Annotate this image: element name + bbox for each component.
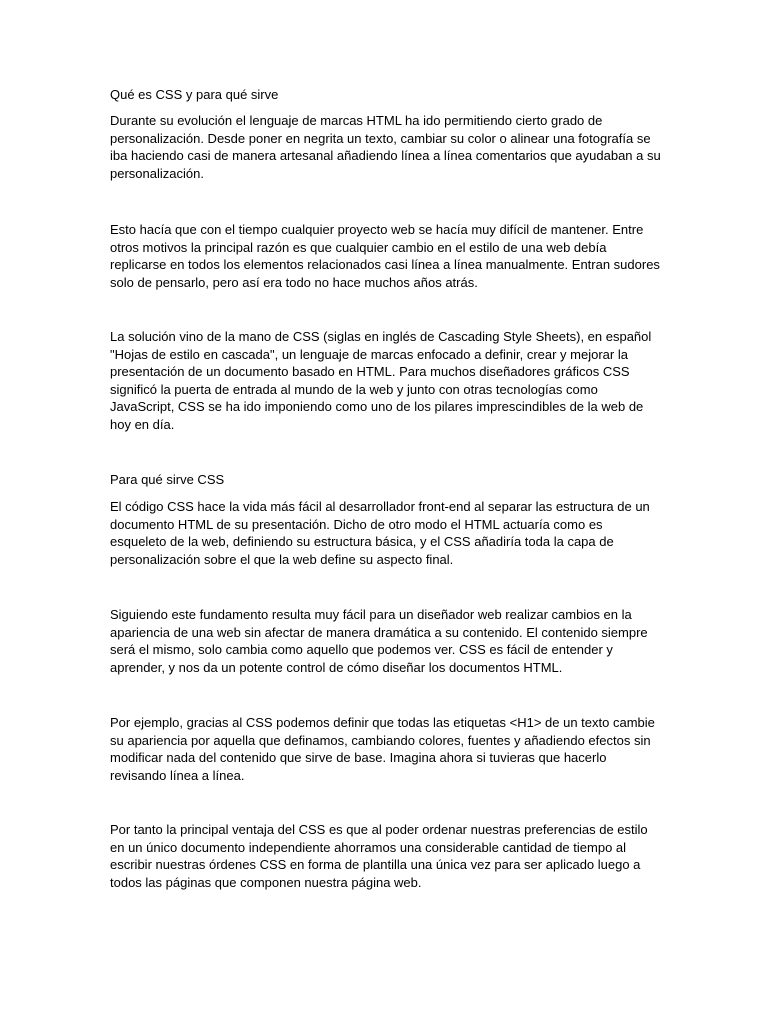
paragraph-ejemplo: Por ejemplo, gracias al CSS podemos definir que todas las etiquetas <H1> de un texto cambie su apariencia por aquella que definamos, cambiando colores, fuentes y añadiendo efectos sin modificar nada del contenido que sirve de base. Imagina ahora si tuvieras que hacerlo revisando línea a línea. — [110, 715, 655, 783]
paragraph-fundamento: Siguiendo este fundamento resulta muy fácil para un diseñador web realizar cambios en la apariencia de una web sin afectar de manera dramática a su contenido. El contenido siempre será el mismo, solo cambia como aquello que podemos ver. CSS es fácil de entender y aprender, y nos da un potente control de cómo diseñar los documentos HTML. — [110, 607, 648, 675]
heading-para-que-sirve: Para qué sirve CSS — [110, 472, 225, 487]
paragraph-solucion-css: La solución vino de la mano de CSS (siglas en inglés de Cascading Style Sheets), en español "Hojas de estilo en cascada", un lenguaje de marcas enfocado a definir, crear y mejorar la presentación de un documento basado en HTML. Para muchos diseñadores gráficos CSS significó la puerta de entrada al mundo de la web y junto con otras tecnologías como JavaScript, CSS se ha ido imponiendo como uno de los pilares imprescindibles de la web de hoy en día. — [110, 329, 652, 432]
document-page — [110, 0, 662, 1024]
heading-que-es-css: Qué es CSS y para qué sirve — [110, 87, 279, 102]
paragraph-codigo-css: El código CSS hace la vida más fácil al desarrollador front-end al separar las estructura de un documento HTML de su presentación. Dicho de otro modo el HTML actuaría como es esqueleto de la web, definiendo su estructura básica, y el CSS añadiría toda la capa de personalización sobre el que la web define su aspecto final. — [110, 499, 650, 567]
paragraph-mantenimiento: Esto hacía que con el tiempo cualquier proyecto web se hacía muy difícil de mantener. Entre otros motivos la principal razón es que cualquier cambio en el estilo de una web debía replicarse en todos los elementos relacionados casi línea a línea manualmente. Entran sudores solo de pensarlo, pero así era todo no hace muchos años atrás. — [110, 222, 660, 290]
paragraph-evolucion-html: Durante su evolución el lenguaje de marcas HTML ha ido permitiendo cierto grado de personalización. Desde poner en negrita un texto, cambiar su color o alinear una fotografía se iba haciendo casi de manera artesanal añadiendo línea a línea comentarios que ayudaban a su personalización. — [110, 113, 661, 181]
paragraph-ventaja: Por tanto la principal ventaja del CSS es que al poder ordenar nuestras preferencias de estilo en un único documento independiente ahorramos una considerable cantidad de tiempo al escribir nuestras órdenes CSS en forma de plantilla una única vez para ser aplicado luego a todos las páginas que componen nuestra página web. — [110, 822, 648, 890]
